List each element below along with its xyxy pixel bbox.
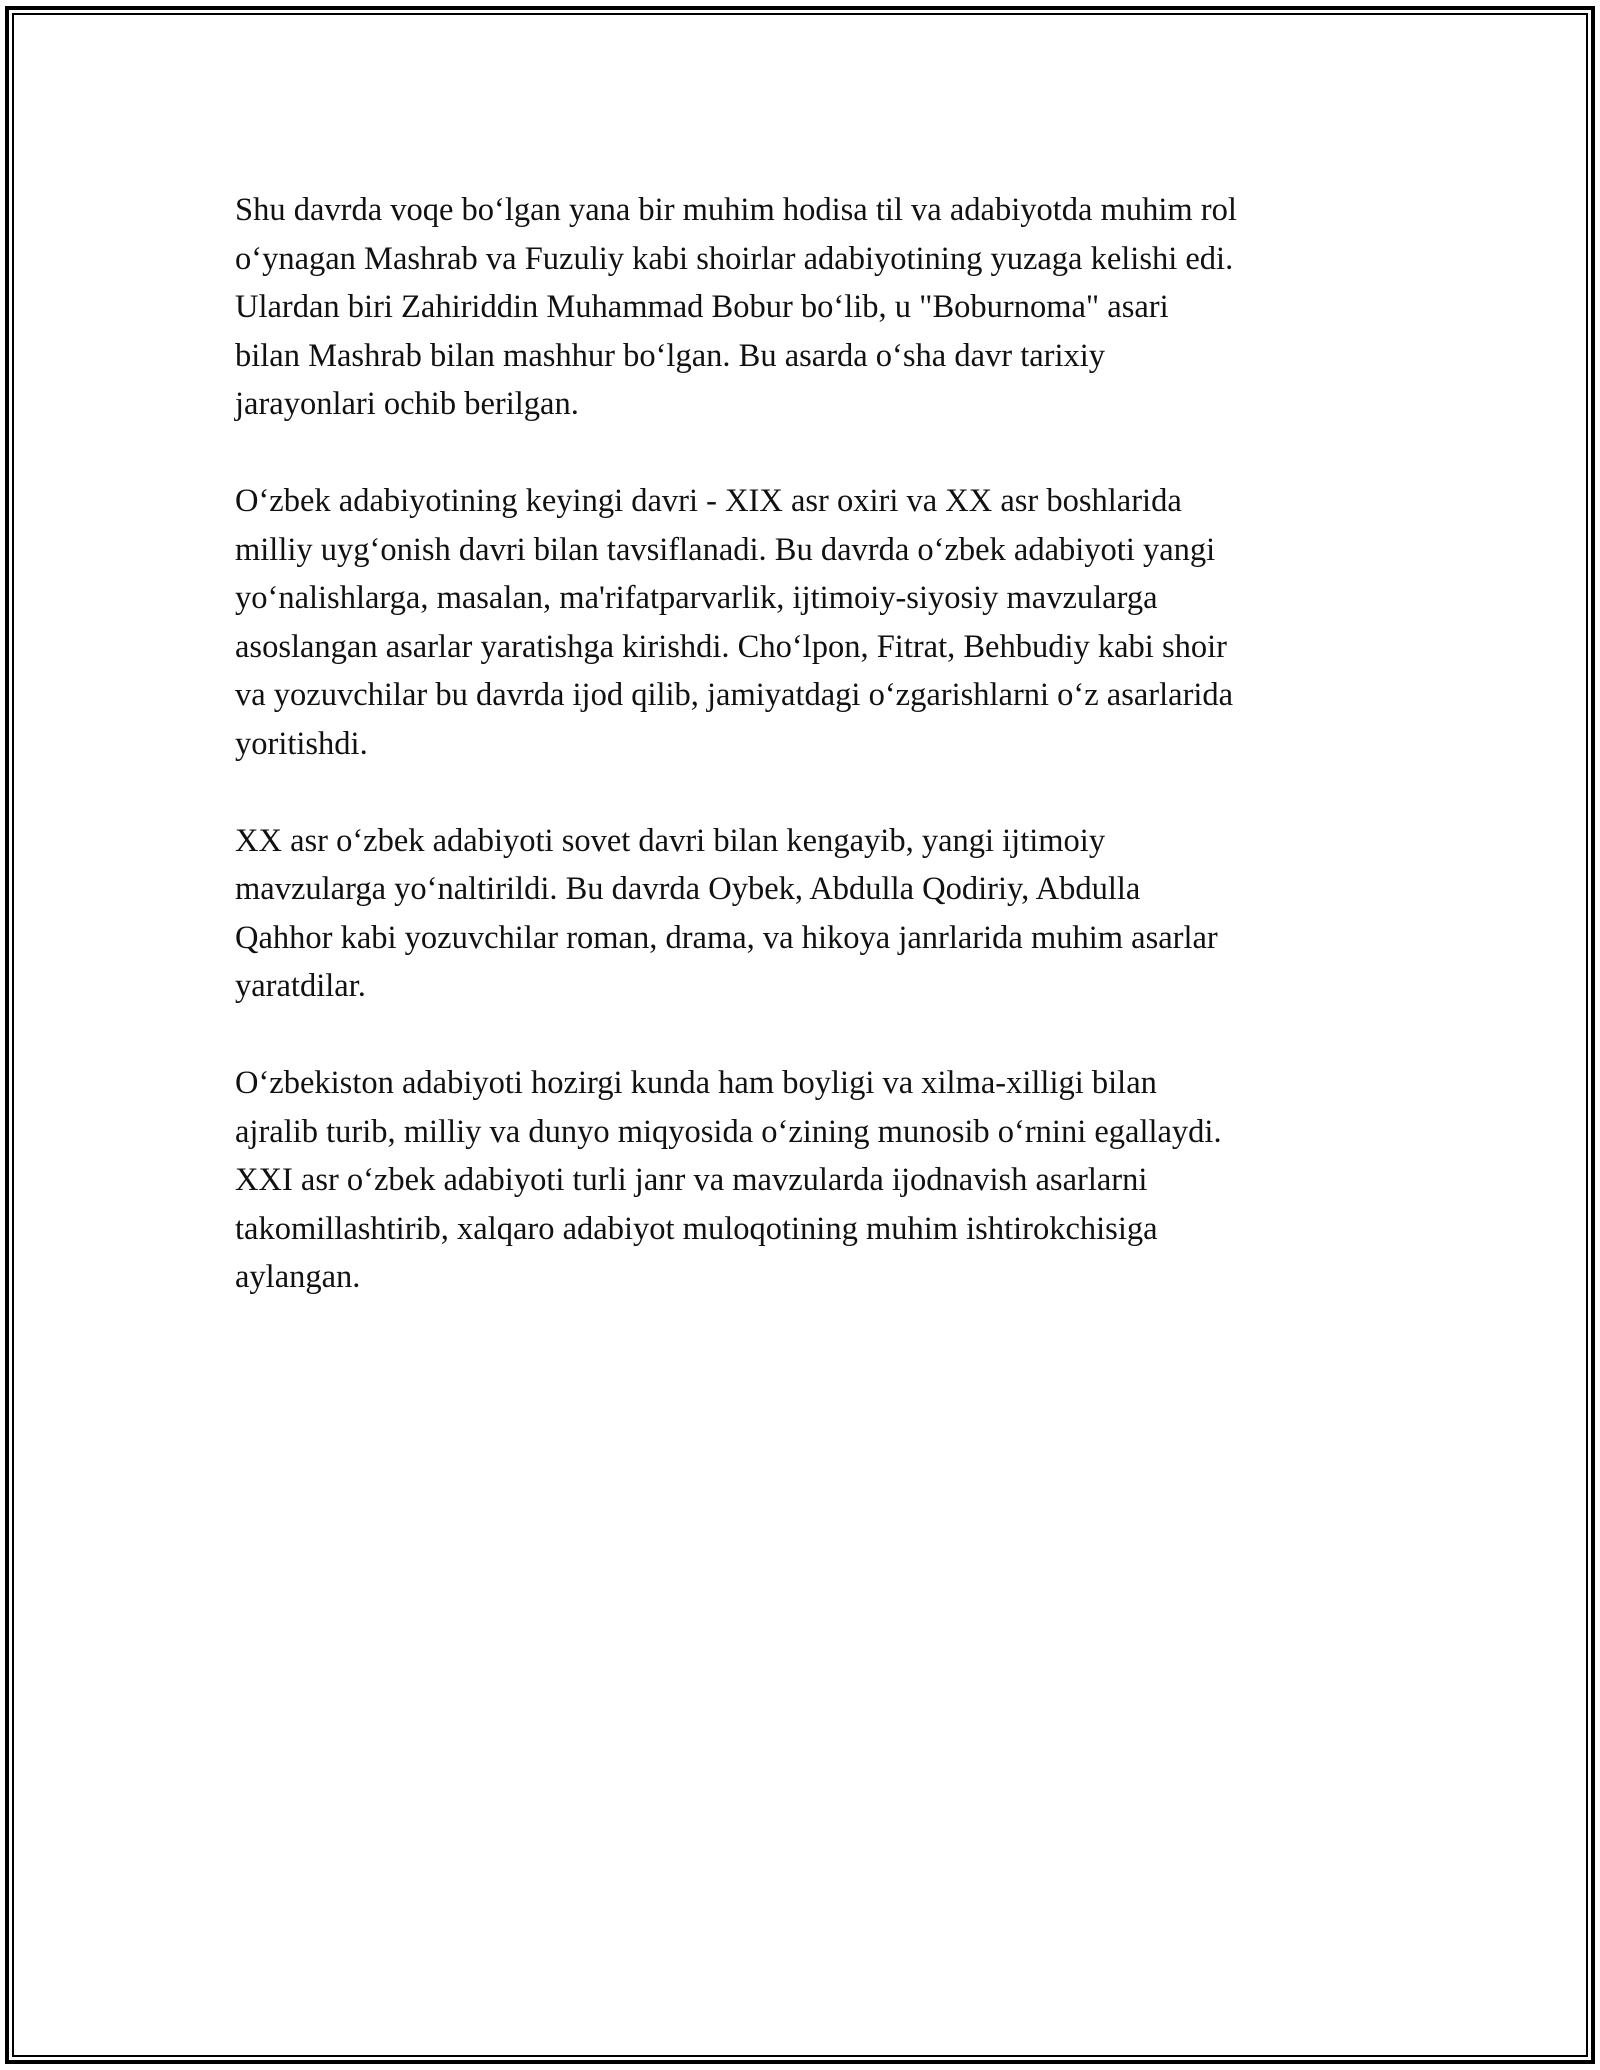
paragraph-4 xyxy=(235,1059,1375,1302)
text-line: va yozuvchilar bu davrda ijod qilib, jamiyatdagi o‘zgarishlarni o‘z asarlarida xyxy=(235,677,1234,713)
text-line: mavzularga yo‘naltirildi. Bu davrda Oybek, Abdulla Qodiriy, Abdulla xyxy=(235,871,1141,907)
text-line: Shu davrda voqe bo‘lgan yana bir muhim hodisa til va adabiyotda muhim rol xyxy=(235,192,1237,228)
text-line: o‘ynagan Mashrab va Fuzuliy kabi shoirlar adabiyotining yuzaga kelishi edi. xyxy=(235,240,1234,277)
text-line: XXI asr o‘zbek adabiyoti turli janr va mavzularda ijodnavish asarlarni xyxy=(235,1162,1148,1198)
text-line: yo‘nalishlarga, masalan, ma'rifatparvarlik, ijtimoiy-siyosiy mavzularga xyxy=(235,580,1158,616)
document-body xyxy=(235,186,1375,1350)
text-line: jarayonlari ochib berilgan. xyxy=(235,386,579,422)
paragraph-1 xyxy=(235,186,1375,429)
text-line: XX asr o‘zbek adabiyoti sovet davri bilan kengayib, yangi ijtimoiy xyxy=(235,822,1106,859)
text-line: asoslangan asarlar yaratishga kirishdi. Cho‘lpon, Fitrat, Behbudiy kabi shoir xyxy=(235,628,1227,665)
text-line: aylangan. xyxy=(235,1259,361,1295)
text-line: Ulardan biri Zahiriddin Muhammad Bobur bo‘lib, u "Boburnoma" asari xyxy=(235,289,1169,325)
text-line: ajralib turib, milliy va dunyo miqyosida o‘zining munosib o‘rnini egallaydi. xyxy=(235,1113,1222,1150)
text-line: yaratdilar. xyxy=(235,968,366,1004)
text-line: O‘zbek adabiyotining keyingi davri - XIX asr oxiri va XX asr boshlarida xyxy=(235,483,1182,519)
text-line: takomillashtirib, xalqaro adabiyot muloqotining muhim ishtirokchisiga xyxy=(235,1210,1158,1247)
text-line: Qahhor kabi yozuvchilar roman, drama, va hikoya janrlarida muhim asarlar xyxy=(235,919,1218,956)
text-line: milliy uyg‘onish davri bilan tavsiflanadi. Bu davrda o‘zbek adabiyoti yangi xyxy=(235,531,1216,568)
paragraph-2 xyxy=(235,477,1375,768)
paragraph-3 xyxy=(235,817,1375,1011)
text-line: bilan Mashrab bilan mashhur bo‘lgan. Bu asarda o‘sha davr tarixiy xyxy=(235,337,1106,374)
text-line: yoritishdi. xyxy=(235,725,368,762)
text-line: O‘zbekiston adabiyoti hozirgi kunda ham boyligi va xilma-xilligi bilan xyxy=(235,1065,1157,1101)
